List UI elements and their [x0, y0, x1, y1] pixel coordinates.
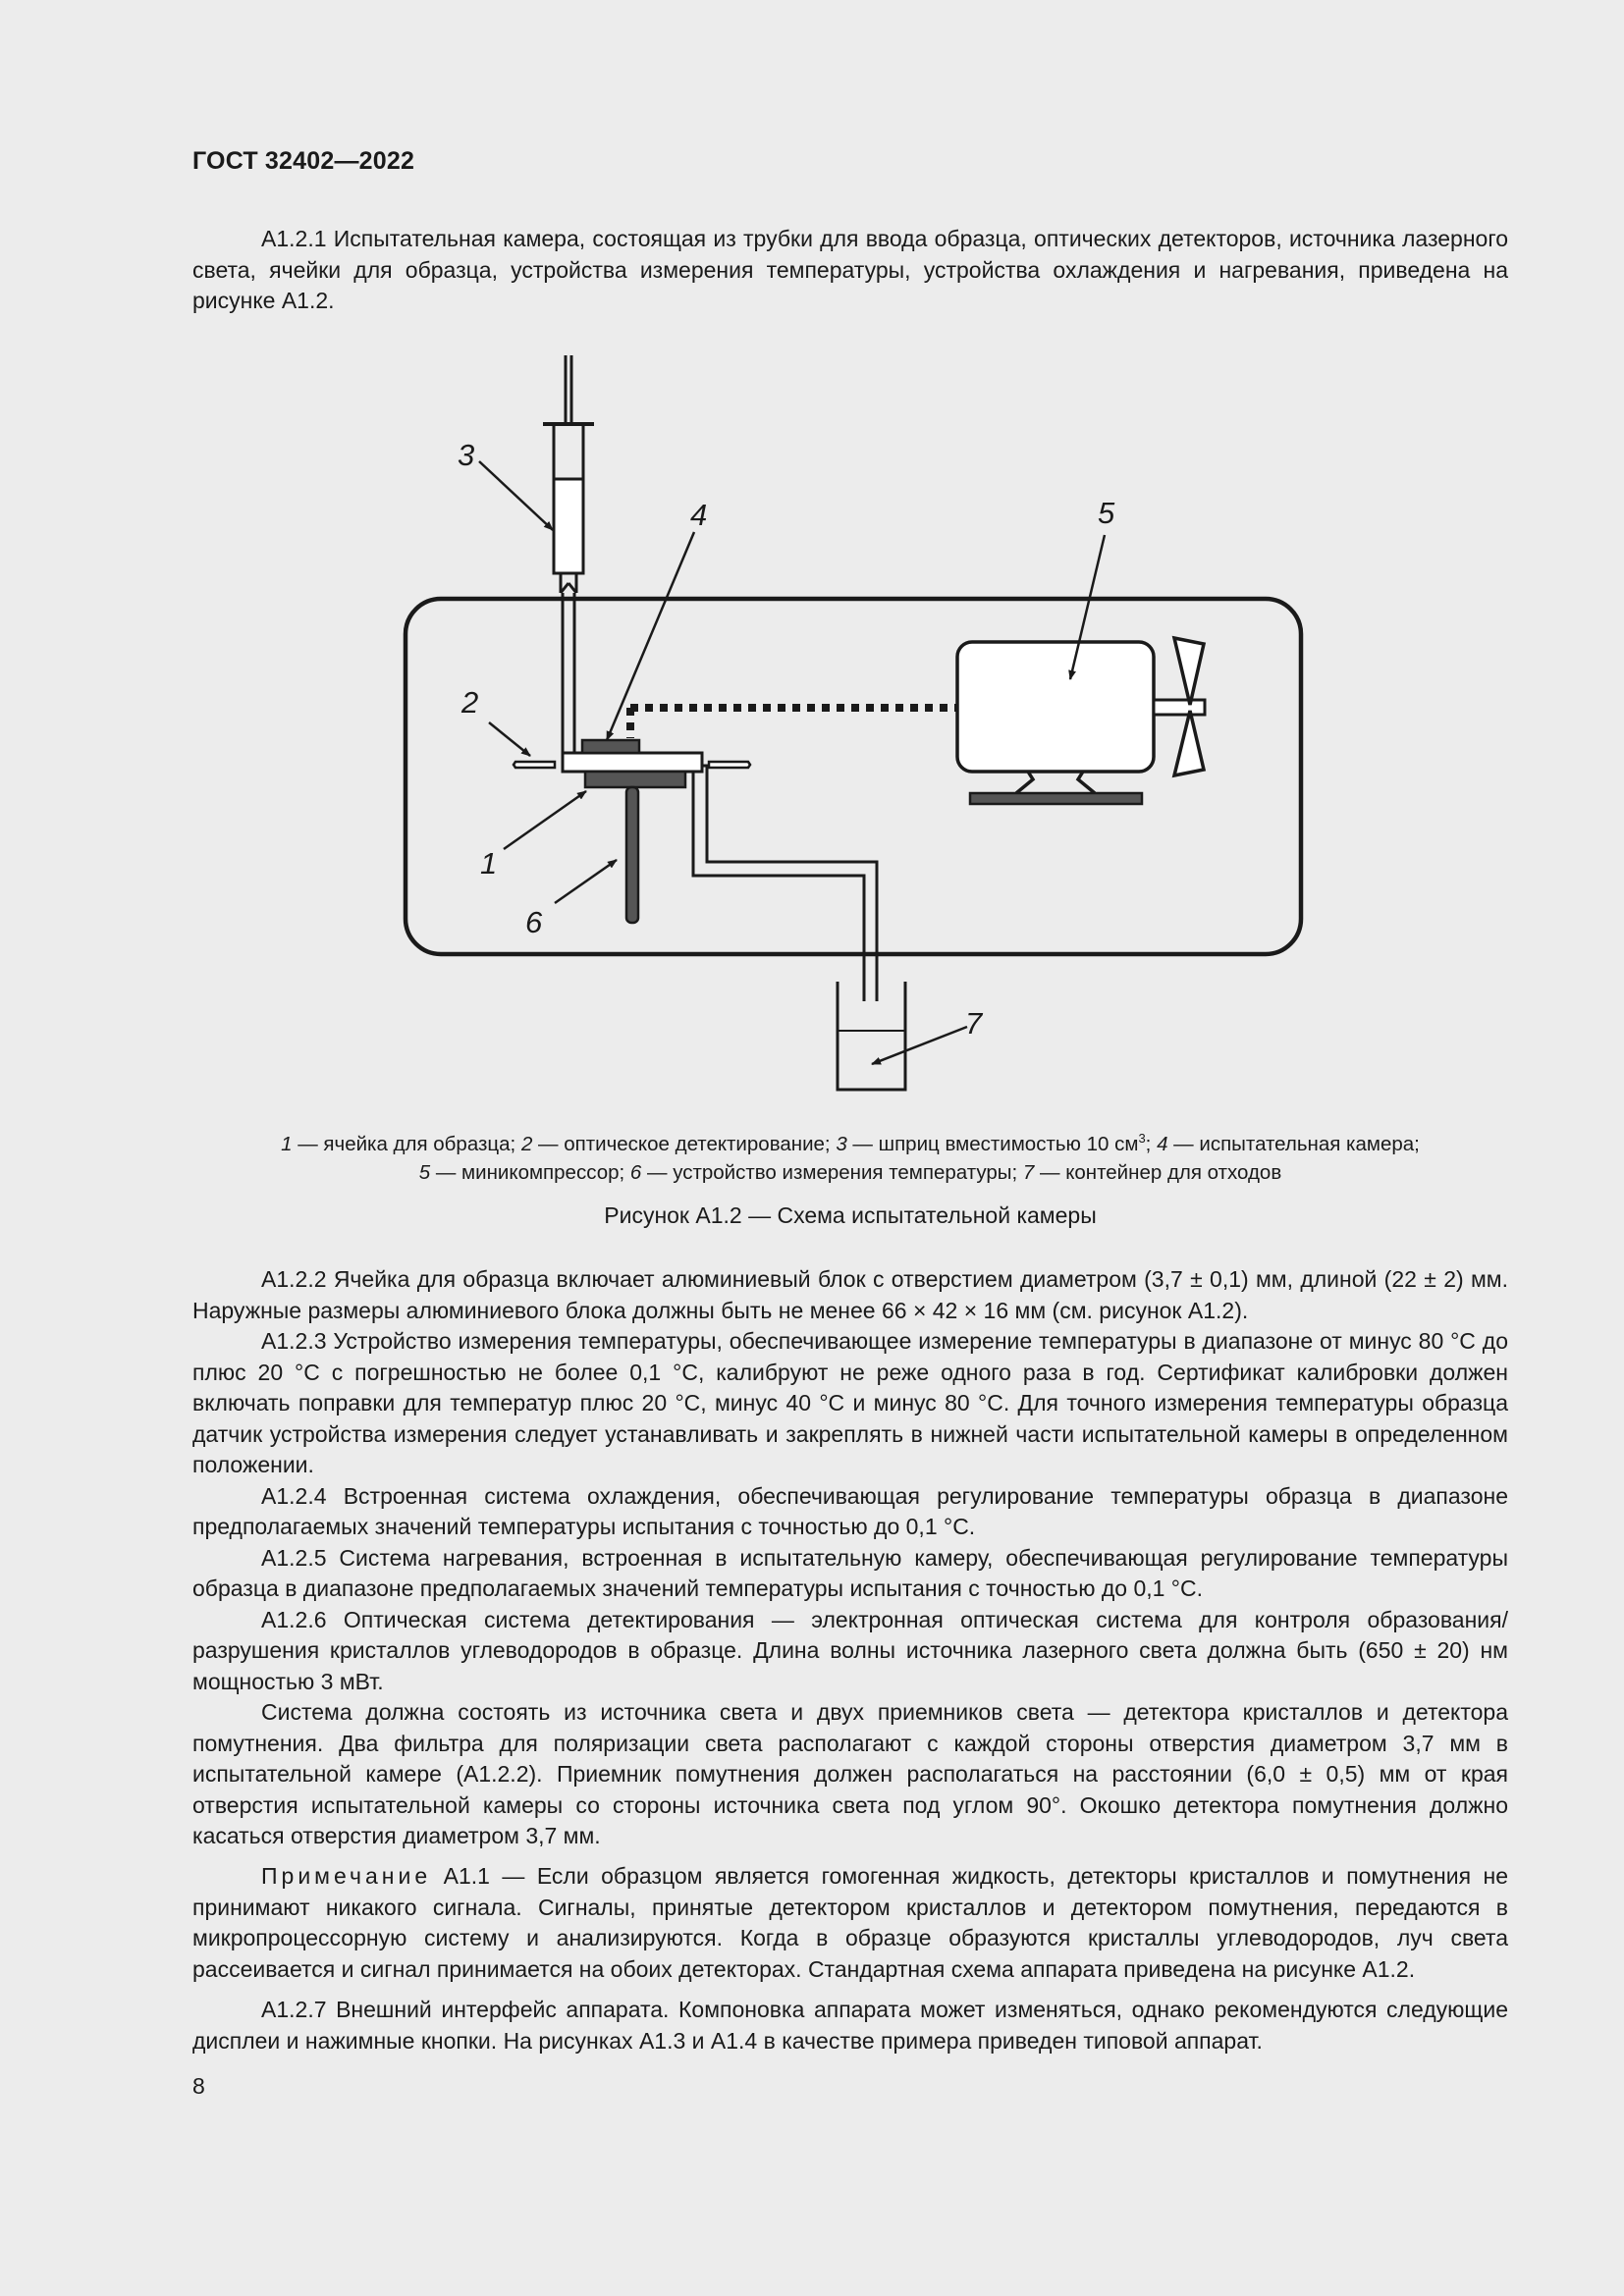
legend-superscript: 3: [1138, 1131, 1146, 1147]
paragraph-a1-2-6: А1.2.6 Оптическая система детектирования — электронная оптическая система для контроля образования/разрушения кристаллов углеводородов в образце. Длина волны источника лазерного света должна быть (650 ± 20) нм мощностью 3 мВт.: [192, 1606, 1508, 1694]
legend-num-5: 5: [418, 1161, 431, 1184]
note-text: А1.1 — Если образцом является гомогенная жидкость, детекторы кристаллов и помутнения не принимают никакого сигнала. Сигналы, принятые детектором кристаллов и детектором помутнения, передаются в микропроцессорную систему и анализируются. Когда в образце образуются кристаллы углеводородов, луч света рассеивается и сигнал принимается на обоих детекторах. Стандартная схема аппарата приведена на рисунке А1.2.: [192, 1863, 1508, 1982]
paragraph-a1-2-5: А1.2.5 Система нагревания, встроенная в испытательную камеру, обеспечивающая регулирование температуры образца в диапазоне предполагаемых значений температуры испытания с точностью до 0,1 °C.: [192, 1544, 1508, 1601]
legend-line-1: [192, 1130, 1508, 1158]
paragraph-a1-2-3: А1.2.3 Устройство измерения температуры, обеспечивающее измерение температуры в диапазоне от минус 80 °C до плюс 20 °C с погрешностью не более 0,1 °C, калибруют не реже одного раза в год. Сертификат калибровки должен включать поправки для температур плюс 20 °C, минус 40 °C и минус 80 °C. Для точного измерения температуры образца датчик устройства измерения следует устанавливать и закреплять в нижней части испытательной камеры в определенном положении.: [192, 1328, 1508, 1477]
page-number: 8: [192, 2073, 205, 2099]
compressor-link: [630, 708, 957, 738]
legend-text-6: — устройство измерения температуры;: [641, 1161, 1023, 1184]
legend-num-3: 3: [836, 1133, 847, 1155]
figure-caption: Рисунок А1.2 — Схема испытательной камеры: [604, 1202, 1097, 1228]
note-paragraph: [192, 1861, 1508, 1985]
callout-3: 3: [458, 438, 475, 472]
paragraph-a1-2-7: А1.2.7 Внешний интерфейс аппарата. Компоновка аппарата может изменяться, однако рекомендуются следующие дисплеи и нажимные кнопки. На рисунках А1.3 и А1.4 в качестве примера приведен типовой аппарат.: [192, 1997, 1508, 2054]
sample-cell: [563, 740, 702, 787]
callout-4: 4: [690, 498, 708, 532]
paragraph-a1-2-4: А1.2.4 Встроенная система охлаждения, обеспечивающая регулирование температуры образца в диапазоне предполагаемых значений температуры испытания с точностью до 0,1 °C.: [192, 1482, 1508, 1539]
waste-pipe: [693, 766, 877, 1001]
paragraph-optical-system: Система должна состоять из источника света и двух приемников света — детектора кристаллов и детектора помутнения. Два фильтра для поляризации света располагают с каждой стороны отверстия диаметром 3,7 мм в испытательной камере (А1.2.2). Приемник помутнения должен располагаться на расстоянии (6,0 ± 0,5) мм от края отверстия испытательной камеры со стороны источника света под углом 90°. Окошко детектора помутнения должно касаться отверстия диаметром 3,7 мм.: [192, 1699, 1508, 1848]
note-label: Примечание: [261, 1863, 432, 1889]
callout-2: 2: [461, 685, 479, 720]
callout-1: 1: [480, 846, 498, 881]
standard-header: ГОСТ 32402—2022: [192, 147, 415, 175]
figure-legend: [192, 1130, 1508, 1187]
paragraph-a1-2-1: А1.2.1 Испытательная камера, состоящая из трубки для ввода образца, оптических детекторов, источника лазерного света, ячейки для образца, устройства измерения температуры, устройства охлаждения и нагревания, приведена на рисунке А1.2.: [192, 226, 1508, 313]
legend-num-4: 4: [1157, 1133, 1168, 1155]
test-chamber-schematic: [0, 0, 1624, 1129]
note-section: [192, 1861, 1508, 1985]
syringe: [543, 355, 594, 593]
temperature-probe: [626, 787, 638, 923]
waste-container: [838, 982, 905, 1090]
legend-num-6: 6: [629, 1161, 642, 1184]
legend-text-2: — оптическое детектирование;: [532, 1133, 837, 1155]
legend-num-2: 2: [520, 1133, 533, 1155]
legend-text-7: — контейнер для отходов: [1034, 1161, 1282, 1184]
callout-7: 7: [965, 1006, 983, 1041]
legend-text-5: — миникомпрессор;: [430, 1161, 630, 1184]
closing-section: [192, 1995, 1508, 2056]
body-section: [192, 1264, 1508, 1852]
legend-text-3b: ;: [1145, 1133, 1158, 1155]
legend-text-4: — испытательная камера;: [1167, 1133, 1420, 1155]
mini-compressor: [957, 638, 1205, 804]
legend-text-3: — шприц вместимостью 10 см: [846, 1133, 1139, 1155]
callout-6: 6: [525, 905, 543, 939]
legend-text-1: — ячейка для образца;: [292, 1133, 521, 1155]
inlet-tube: [563, 593, 574, 753]
test-chamber-outline: [406, 599, 1301, 954]
paragraph-a1-2-2: А1.2.2 Ячейка для образца включает алюминиевый блок с отверстием диаметром (3,7 ± 0,1) мм, длиной (22 ± 2) мм. Наружные размеры алюминиевого блока должны быть не менее 66 × 42 × 16 мм (см. рисунок А1.2).: [192, 1266, 1508, 1323]
legend-num-1: 1: [281, 1133, 293, 1155]
callout-5: 5: [1098, 496, 1115, 530]
legend-line-2: [192, 1158, 1508, 1187]
legend-num-7: 7: [1022, 1161, 1035, 1184]
